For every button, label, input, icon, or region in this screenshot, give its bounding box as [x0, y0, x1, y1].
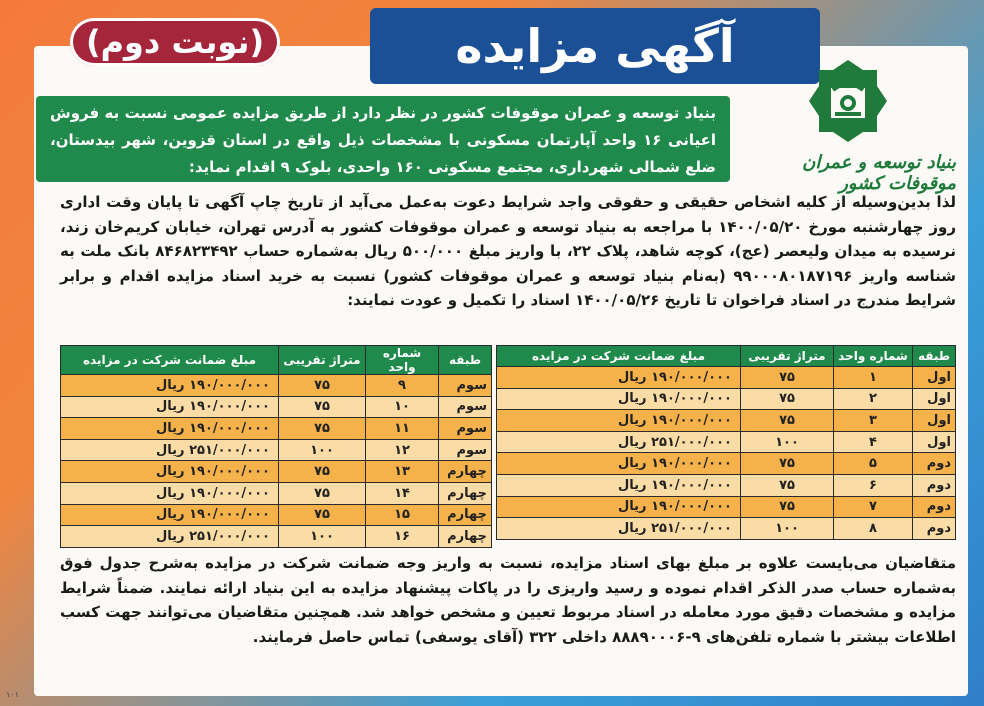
table-row: [61, 439, 492, 461]
units-table-right: [496, 345, 956, 545]
cell-unit: ۵: [834, 453, 913, 475]
col-floor: طبقه: [439, 346, 492, 375]
cell-deposit: ۱۹۰/۰۰۰/۰۰۰ ریال: [61, 504, 279, 526]
cell-floor: اول: [913, 367, 956, 389]
table-row: [497, 518, 956, 540]
cell-area: ۷۵: [741, 388, 834, 410]
table-row: [61, 418, 492, 440]
intro-box: بنیاد توسعه و عمران موقوفات کشور در نظر دارد از طریق مزایده عمومی نسبت به فروش اعیانی ۱۶ واحد آپارتمان مسکونی با مشخصات ذیل واقع در استان قزوین، شهر بیدستان، ضلع شمالی شهرداری، مجتمع مسکونی ۱۶۰ واحدی، بلوک ۹ اقدام نماید:: [36, 96, 730, 182]
cell-deposit: ۲۵۱/۰۰۰/۰۰۰ ریال: [497, 518, 741, 540]
table-row: [61, 375, 492, 397]
units-table-left: [60, 345, 492, 545]
col-unit: شماره واحد: [834, 346, 913, 367]
cell-deposit: ۱۹۰/۰۰۰/۰۰۰ ریال: [497, 496, 741, 518]
cell-floor: سوم: [439, 375, 492, 397]
cell-floor: چهارم: [439, 461, 492, 483]
table-row: [497, 474, 956, 496]
cell-floor: سوم: [439, 396, 492, 418]
cell-area: ۷۵: [741, 496, 834, 518]
cell-unit: ۴: [834, 431, 913, 453]
cell-unit: ۶: [834, 474, 913, 496]
cell-deposit: ۱۹۰/۰۰۰/۰۰۰ ریال: [61, 396, 279, 418]
cell-deposit: ۱۹۰/۰۰۰/۰۰۰ ریال: [497, 474, 741, 496]
cell-unit: ۱۳: [366, 461, 439, 483]
cell-floor: چهارم: [439, 504, 492, 526]
cell-unit: ۲: [834, 388, 913, 410]
cell-unit: ۱۵: [366, 504, 439, 526]
page-title: آگهی مزایده: [455, 19, 735, 73]
table-row: [497, 431, 956, 453]
cell-unit: ۱۰: [366, 396, 439, 418]
cell-floor: چهارم: [439, 482, 492, 504]
table-row: [497, 388, 956, 410]
cell-floor: دوم: [913, 453, 956, 475]
cell-floor: دوم: [913, 474, 956, 496]
col-deposit: مبلغ ضمانت شرکت در مزایده: [497, 346, 741, 367]
table-row: [497, 367, 956, 389]
foundation-emblem-icon: [803, 56, 893, 146]
page-number: ۱۰۱: [6, 690, 19, 699]
cell-unit: ۱۴: [366, 482, 439, 504]
table-row: [61, 526, 492, 548]
cell-floor: دوم: [913, 518, 956, 540]
cell-unit: ۹: [366, 375, 439, 397]
col-deposit: مبلغ ضمانت شرکت در مزایده: [61, 346, 279, 375]
cell-unit: ۸: [834, 518, 913, 540]
table-row: [497, 410, 956, 432]
cell-unit: ۱۶: [366, 526, 439, 548]
col-area: متراژ تقریبی: [741, 346, 834, 367]
cell-deposit: ۲۵۱/۰۰۰/۰۰۰ ریال: [61, 439, 279, 461]
col-area: متراژ تقریبی: [279, 346, 366, 375]
cell-deposit: ۲۵۱/۰۰۰/۰۰۰ ریال: [61, 526, 279, 548]
cell-floor: سوم: [439, 418, 492, 440]
cell-unit: ۳: [834, 410, 913, 432]
cell-deposit: ۲۵۱/۰۰۰/۰۰۰ ریال: [497, 431, 741, 453]
cell-unit: ۷: [834, 496, 913, 518]
cell-area: ۷۵: [279, 461, 366, 483]
cell-area: ۷۵: [279, 504, 366, 526]
cell-deposit: ۱۹۰/۰۰۰/۰۰۰ ریال: [497, 410, 741, 432]
cell-area: ۱۰۰: [741, 431, 834, 453]
cell-deposit: ۱۹۰/۰۰۰/۰۰۰ ریال: [497, 388, 741, 410]
table-row: [497, 496, 956, 518]
cell-floor: دوم: [913, 496, 956, 518]
cell-unit: ۱۱: [366, 418, 439, 440]
col-floor: طبقه: [913, 346, 956, 367]
cell-unit: ۱: [834, 367, 913, 389]
round-label: (نوبت دوم): [85, 23, 265, 61]
table-row: [61, 461, 492, 483]
cell-floor: اول: [913, 388, 956, 410]
body-paragraph: لذا بدین‌وسیله از کلیه اشخاص حقیقی و حقوقی واجد شرایط دعوت به‌عمل می‌آید از تاریخ چاپ آگهی تا پایان وقت اداری روز چهارشنبه مورخ ۱۴۰۰/۰۵/۲۰ با مراجعه به بنیاد توسعه و عمران موقوفات کشور به آدرس تهران، خیابان کریم‌خان زند، نرسیده به میدان ولیعصر (عج)، کوچه شاهد، پلاک ۲۲، با واریز مبلغ ۵۰۰/۰۰۰ ریال به‌شماره حساب ۸۴۶۸۲۳۴۹۲ بانک ملت به شناسه واریز ۹۹۰۰۰۸۰۱۸۷۱۹۶ (به‌نام بنیاد توسعه و عمران موقوفات کشور) نسبت به خرید اسناد مزایده اقدام و برابر شرایط مندرج در اسناد فراخوان تا تاریخ ۱۴۰۰/۰۵/۲۶ اسناد را تکمیل و عودت نمایند:: [60, 193, 956, 309]
cell-floor: اول: [913, 410, 956, 432]
cell-floor: سوم: [439, 439, 492, 461]
cell-area: ۷۵: [279, 375, 366, 397]
table-row: [61, 482, 492, 504]
cell-deposit: ۱۹۰/۰۰۰/۰۰۰ ریال: [497, 367, 741, 389]
cell-deposit: ۱۹۰/۰۰۰/۰۰۰ ریال: [497, 453, 741, 475]
cell-area: ۷۵: [741, 453, 834, 475]
round-badge: [70, 18, 280, 66]
col-unit: شماره واحد: [366, 346, 439, 375]
cell-area: ۷۵: [279, 418, 366, 440]
cell-deposit: ۱۹۰/۰۰۰/۰۰۰ ریال: [61, 461, 279, 483]
cell-deposit: ۱۹۰/۰۰۰/۰۰۰ ریال: [61, 482, 279, 504]
cell-area: ۷۵: [741, 410, 834, 432]
table-row: [61, 504, 492, 526]
cell-area: ۷۵: [279, 396, 366, 418]
cell-deposit: ۱۹۰/۰۰۰/۰۰۰ ریال: [61, 375, 279, 397]
cell-floor: چهارم: [439, 526, 492, 548]
cell-area: ۷۵: [741, 367, 834, 389]
cell-area: ۷۵: [741, 474, 834, 496]
cell-area: ۱۰۰: [279, 526, 366, 548]
table-row: [61, 396, 492, 418]
cell-area: ۱۰۰: [279, 439, 366, 461]
cell-area: ۱۰۰: [741, 518, 834, 540]
logo-text: بنیاد توسعه و عمران موقوفات کشور: [802, 152, 956, 194]
cell-area: ۷۵: [279, 482, 366, 504]
cell-floor: اول: [913, 431, 956, 453]
cell-deposit: ۱۹۰/۰۰۰/۰۰۰ ریال: [61, 418, 279, 440]
footer-paragraph: متقاضیان می‌بایست علاوه بر مبلغ بهای اسناد مزایده، نسبت به واریز وجه ضمانت شرکت در مزایده به‌شرح جدول فوق به‌شماره حساب صدر الذکر اقدام نموده و رسید واریزی را در پاکات پیشنهاد مزایده به این بنیاد ارائه نمایند. ضمناً شرایط مزایده و مشخصات دقیق مورد معامله در اسناد مربوط تعیین و مشخص خواهد شد. همچنین متقاضیان می‌توانند جهت کسب اطلاعات بیشتر با شماره تلفن‌های ۹-۸۸۸۹۰۰۰۶ داخلی ۳۲۲ (آقای یوسفی) تماس حاصل فرمایند.: [60, 554, 956, 646]
logo: [740, 56, 956, 194]
table-row: [497, 453, 956, 475]
cell-unit: ۱۲: [366, 439, 439, 461]
